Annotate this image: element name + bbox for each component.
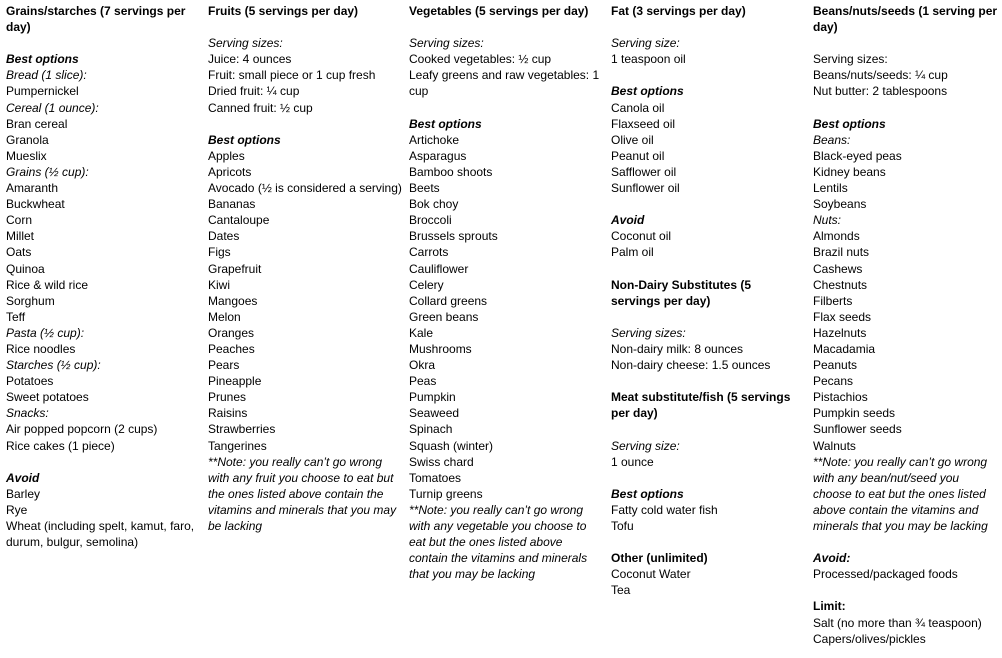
list-item: Peanut oil	[611, 148, 665, 163]
list-item: Sunflower oil	[611, 181, 680, 196]
list-item: Pineapple	[208, 374, 262, 389]
list-item: Cauliflower	[409, 261, 469, 276]
list-item: Olive oil	[611, 132, 654, 147]
subsection-heading: Best options	[409, 116, 482, 131]
list-item: Air popped popcorn (2 cups)	[6, 422, 158, 437]
list-item: Flax seeds	[813, 309, 872, 324]
list-item: Pumpkin	[409, 390, 456, 405]
list-item: 1 teaspoon oil	[611, 52, 686, 67]
list-item: Peaches	[208, 341, 255, 356]
list-item: Cashews	[813, 261, 863, 276]
subsection-heading: Avoid	[611, 213, 645, 228]
list-item: Cooked vegetables: ½ cup	[409, 52, 552, 67]
section-heading: Fruits (5 servings per day)	[208, 4, 359, 18]
spacer	[611, 373, 803, 389]
list-item: Safflower oil	[611, 164, 677, 179]
list-item: Dates	[208, 229, 240, 244]
list-item: Rice noodles	[6, 341, 76, 356]
note-text: **Note: you really can’t go wrong with any bean/nut/seed you choose to eat but the ones listed above contain the vitamins and minerals that you may be lacking	[813, 454, 988, 533]
list-item: Beets	[409, 181, 440, 196]
list-item: Apricots	[208, 164, 252, 179]
list-item: Rice & wild rice	[6, 277, 89, 292]
list-item: Swiss chard	[409, 454, 474, 469]
category-label: Snacks:	[6, 406, 49, 421]
column-grains-starches	[6, 3, 196, 550]
list-item: Apples	[208, 148, 245, 163]
spacer	[6, 35, 196, 51]
list-item: Okra	[409, 358, 436, 373]
list-item: Wheat (including spelt, kamut, faro, durum, bulgur, semolina)	[6, 519, 195, 550]
section-heading: Meat substitute/fish (5 servings per day)	[611, 390, 791, 421]
list-item: Kiwi	[208, 277, 231, 292]
list-item: Teff	[6, 309, 26, 324]
spacer	[611, 67, 803, 83]
list-item: Pumpernickel	[6, 84, 79, 99]
list-item: Rye	[6, 502, 28, 517]
list-item: Rice cakes (1 piece)	[6, 438, 115, 453]
list-item: Soybeans	[813, 197, 867, 212]
list-item: Lentils	[813, 181, 848, 196]
list-item: Canola oil	[611, 100, 665, 115]
list-item: Serving sizes:	[813, 52, 888, 67]
list-item: Almonds	[813, 229, 860, 244]
list-item: Figs	[208, 245, 231, 260]
list-item: Kale	[409, 325, 434, 340]
list-item: Granola	[6, 132, 49, 147]
subsection-heading: Best options	[6, 52, 79, 67]
spacer	[611, 261, 803, 277]
list-item: Salt (no more than ¾ teaspoon)	[813, 615, 982, 630]
spacer	[813, 35, 999, 51]
spacer	[611, 309, 803, 325]
spacer	[813, 582, 999, 598]
list-item: Cantaloupe	[208, 213, 270, 228]
spacer	[208, 19, 400, 35]
list-item: Strawberries	[208, 422, 276, 437]
list-item: Processed/packaged foods	[813, 567, 958, 582]
category-label: Nuts:	[813, 213, 842, 228]
list-item: Non-dairy cheese: 1.5 ounces	[611, 358, 771, 373]
category-label: Serving size:	[611, 36, 680, 51]
list-item: Non-dairy milk: 8 ounces	[611, 341, 744, 356]
list-item: Mueslix	[6, 148, 47, 163]
subsection-heading: Avoid:	[813, 551, 851, 566]
list-item: Mushrooms	[409, 341, 472, 356]
category-label: Starches (½ cup):	[6, 358, 101, 373]
list-item: Coconut oil	[611, 229, 672, 244]
list-item: Corn	[6, 213, 33, 228]
list-item: Palm oil	[611, 245, 654, 260]
list-item: Amaranth	[6, 181, 59, 196]
list-item: Peas	[409, 374, 437, 389]
list-item: Dried fruit: ¼ cup	[208, 84, 300, 99]
subsection-heading: Best options	[813, 116, 886, 131]
section-heading: Grains/starches (7 servings per day)	[6, 4, 186, 35]
section-heading: Non-Dairy Substitutes (5 servings per day)	[611, 277, 752, 308]
list-item: Walnuts	[813, 438, 856, 453]
list-item: Oats	[6, 245, 32, 260]
list-item: Sweet potatoes	[6, 390, 89, 405]
list-item: Bran cereal	[6, 116, 68, 131]
list-item: Flaxseed oil	[611, 116, 676, 131]
list-item: Raisins	[208, 406, 248, 421]
list-item: Oranges	[208, 325, 255, 340]
spacer	[611, 534, 803, 550]
spacer	[208, 116, 400, 132]
list-item: Beans/nuts/seeds: ¼ cup	[813, 68, 948, 83]
list-item: Pears	[208, 358, 240, 373]
note-text: **Note: you really can’t go wrong with any vegetable you choose to eat but the ones listed above contain the vitamins and minerals that you may be lacking	[409, 502, 588, 582]
spacer	[611, 421, 803, 437]
list-item: Filberts	[813, 293, 853, 308]
list-item: Mangoes	[208, 293, 258, 308]
list-item: Melon	[208, 309, 241, 324]
list-item: Brazil nuts	[813, 245, 870, 260]
list-item: Green beans	[409, 309, 479, 324]
list-item: Juice: 4 ounces	[208, 52, 292, 67]
subsection-heading: Best options	[611, 486, 684, 501]
list-item: Collard greens	[409, 293, 488, 308]
spacer	[611, 19, 803, 35]
subsection-heading: Best options	[611, 84, 684, 99]
section-heading: Fat (3 servings per day)	[611, 4, 746, 18]
section-heading: Beans/nuts/seeds (1 serving per day)	[813, 4, 998, 35]
spacer	[6, 454, 196, 470]
list-item: Macadamia	[813, 341, 876, 356]
list-item: Peanuts	[813, 358, 858, 373]
spacer	[409, 19, 601, 35]
spacer	[611, 470, 803, 486]
list-item: Pistachios	[813, 390, 868, 405]
spacer	[813, 534, 999, 550]
section-heading: Vegetables (5 servings per day)	[409, 4, 589, 18]
list-item: Bamboo shoots	[409, 164, 493, 179]
list-item: Buckwheat	[6, 197, 65, 212]
list-item: Seaweed	[409, 406, 460, 421]
list-item: Tea	[611, 583, 631, 598]
subsection-heading: Avoid	[6, 470, 40, 485]
note-text: **Note: you really can’t go wrong with any fruit you choose to eat but the ones listed above contain the vitamins and minerals that you may be lacking	[208, 454, 397, 533]
section-heading: Limit:	[813, 599, 846, 614]
list-item: Turnip greens	[409, 486, 483, 501]
spacer	[611, 196, 803, 212]
list-item: Tofu	[611, 519, 634, 533]
list-item: Fruit: small piece or 1 cup fresh	[208, 68, 376, 83]
list-item: Leafy greens and raw vegetables: 1 cup	[409, 68, 600, 99]
category-label: Grains (½ cup):	[6, 164, 89, 179]
list-item: Coconut Water	[611, 567, 691, 582]
list-item: Pecans	[813, 374, 854, 389]
category-label: Beans:	[813, 132, 851, 147]
list-item: Sunflower seeds	[813, 422, 902, 437]
list-item: Tomatoes	[409, 470, 462, 485]
list-item: Avocado (½ is considered a serving)	[208, 181, 402, 196]
list-item: Squash (winter)	[409, 438, 494, 453]
spacer	[409, 100, 601, 116]
category-label: Serving size:	[611, 438, 680, 453]
list-item: Carrots	[409, 245, 449, 260]
spacer	[813, 100, 999, 116]
list-item: Bok choy	[409, 197, 459, 212]
list-item: Chestnuts	[813, 277, 868, 292]
column-fat-substitutes-other	[611, 3, 803, 598]
subsection-heading: Best options	[208, 132, 281, 147]
category-label: Serving sizes:	[611, 325, 686, 340]
column-beans-nuts-seeds	[813, 3, 999, 647]
list-item: Celery	[409, 277, 444, 292]
list-item: Brussels sprouts	[409, 229, 498, 244]
list-item: Artichoke	[409, 132, 460, 147]
list-item: Quinoa	[6, 261, 45, 276]
list-item: Grapefruit	[208, 261, 262, 276]
list-item: Tangerines	[208, 438, 267, 453]
list-item: Bananas	[208, 197, 256, 212]
category-label: Serving sizes:	[409, 36, 484, 51]
list-item: Kidney beans	[813, 164, 886, 179]
column-vegetables	[409, 3, 601, 582]
list-item: Spinach	[409, 422, 453, 437]
list-item: Capers/olives/pickles	[813, 631, 926, 646]
section-heading: Other (unlimited)	[611, 551, 708, 566]
category-label: Pasta (½ cup):	[6, 325, 85, 340]
list-item: Broccoli	[409, 213, 452, 228]
list-item: Black-eyed peas	[813, 148, 902, 163]
list-item: Sorghum	[6, 293, 55, 308]
list-item: Asparagus	[409, 148, 467, 163]
list-item: Prunes	[208, 390, 247, 405]
category-label: Cereal (1 ounce):	[6, 100, 99, 115]
category-label: Bread (1 slice):	[6, 68, 87, 83]
list-item: 1 ounce	[611, 454, 654, 469]
column-fruits	[208, 3, 400, 534]
list-item: Nut butter: 2 tablespoons	[813, 84, 948, 99]
list-item: Hazelnuts	[813, 325, 867, 340]
list-item: Barley	[6, 486, 41, 501]
category-label: Serving sizes:	[208, 36, 283, 51]
list-item: Millet	[6, 229, 35, 244]
list-item: Fatty cold water fish	[611, 502, 718, 517]
list-item: Canned fruit: ½ cup	[208, 100, 313, 115]
list-item: Pumpkin seeds	[813, 406, 896, 421]
list-item: Potatoes	[6, 374, 54, 389]
